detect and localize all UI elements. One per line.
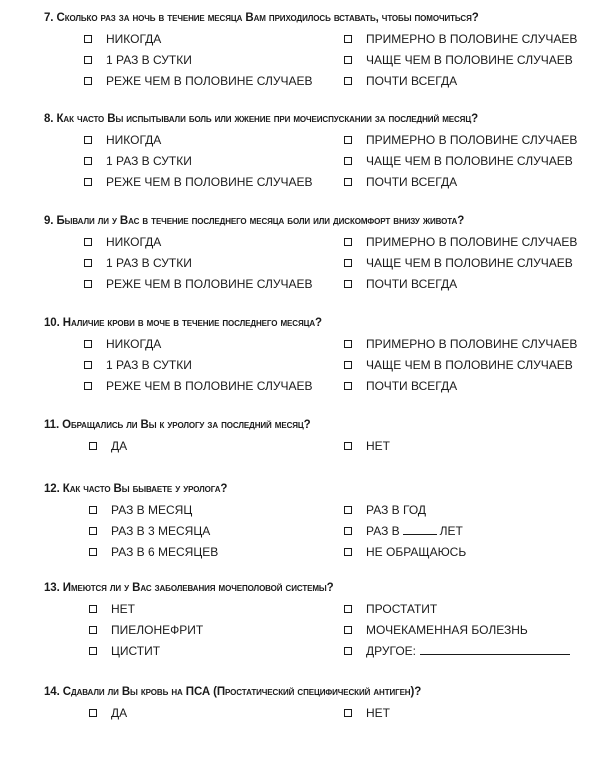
- answer-option[interactable]: [344, 439, 390, 454]
- checkbox-icon[interactable]: [344, 361, 352, 369]
- answer-option[interactable]: [344, 175, 457, 190]
- checkbox-icon[interactable]: [344, 605, 352, 613]
- checkbox-icon[interactable]: [344, 136, 352, 144]
- answer-label: НИКОГДА: [106, 133, 162, 147]
- checkbox-icon[interactable]: [84, 56, 92, 64]
- checkbox-icon[interactable]: [344, 626, 352, 634]
- answer-option[interactable]: [84, 175, 313, 190]
- checkbox-icon[interactable]: [344, 709, 352, 717]
- checkbox-icon[interactable]: [84, 157, 92, 165]
- checkbox-icon[interactable]: [89, 626, 97, 634]
- question-block: [44, 315, 580, 331]
- answer-option[interactable]: [84, 379, 313, 394]
- checkbox-icon[interactable]: [84, 340, 92, 348]
- checkbox-icon[interactable]: [89, 506, 97, 514]
- answer-label: НИКОГДА: [106, 337, 162, 351]
- answer-label: МОЧЕКАМЕННАЯ БОЛЕЗНЬ: [366, 623, 528, 637]
- answer-label: ПРИМЕРНО В ПОЛОВИНЕ СЛУЧАЕВ: [366, 32, 578, 46]
- answer-option[interactable]: [344, 133, 577, 148]
- answer-label: ПРИМЕРНО В ПОЛОВИНЕ СЛУЧАЕВ: [366, 337, 578, 351]
- question-title: 13. Имеются ли у Вас заболевания мочеполовой системы?: [44, 582, 334, 594]
- answer-option[interactable]: [89, 545, 218, 560]
- answer-label: НЕТ: [366, 439, 390, 453]
- answer-label: РАЗ В 3 МЕСЯЦА: [111, 524, 211, 538]
- answer-label: ЧАЩЕ ЧЕМ В ПОЛОВИНЕ СЛУЧАЕВ: [366, 154, 573, 168]
- checkbox-icon[interactable]: [89, 709, 97, 717]
- answer-label: ПОЧТИ ВСЕГДА: [366, 277, 458, 291]
- checkbox-icon[interactable]: [344, 178, 352, 186]
- question-title: 11. Обращались ли Вы к урологу за последний месяц?: [44, 419, 311, 431]
- answer-option[interactable]: [344, 524, 463, 539]
- checkbox-icon[interactable]: [84, 238, 92, 246]
- answer-option[interactable]: [89, 706, 127, 721]
- checkbox-icon[interactable]: [84, 136, 92, 144]
- answer-option[interactable]: [89, 602, 135, 617]
- answer-option[interactable]: [344, 32, 577, 47]
- question-block: [44, 10, 580, 26]
- answer-label: НИКОГДА: [106, 32, 162, 46]
- answer-option[interactable]: [344, 256, 573, 271]
- answer-label: РЕЖЕ ЧЕМ В ПОЛОВИНЕ СЛУЧАЕВ: [106, 74, 313, 88]
- answer-option[interactable]: [89, 524, 210, 539]
- question-title: 10. Наличие крови в моче в течение последнего месяца?: [44, 317, 322, 329]
- answer-option[interactable]: [84, 154, 192, 169]
- checkbox-icon[interactable]: [344, 647, 352, 655]
- answer-option[interactable]: [84, 358, 192, 373]
- checkbox-icon[interactable]: [344, 77, 352, 85]
- answer-label: ПОЧТИ ВСЕГДА: [366, 74, 458, 88]
- question-block: [44, 684, 580, 700]
- answer-label: ДРУГОЕ:: [366, 644, 416, 658]
- checkbox-icon[interactable]: [84, 178, 92, 186]
- answer-option[interactable]: [84, 256, 192, 271]
- answer-label: РАЗ В МЕСЯЦ: [111, 503, 193, 517]
- answer-label: ЦИСТИТ: [111, 644, 161, 658]
- answer-label: ЧАЩЕ ЧЕМ В ПОЛОВИНЕ СЛУЧАЕВ: [366, 256, 573, 270]
- checkbox-icon[interactable]: [84, 382, 92, 390]
- answer-option[interactable]: [344, 154, 573, 169]
- answer-label: ПОЧТИ ВСЕГДА: [366, 379, 458, 393]
- answer-option[interactable]: [84, 337, 161, 352]
- answer-label: НИКОГДА: [106, 235, 162, 249]
- answer-label: РАЗ В 6 МЕСЯЦЕВ: [111, 545, 219, 559]
- answer-option[interactable]: [344, 545, 466, 560]
- answer-label: РАЗ В: [366, 524, 400, 538]
- answer-option[interactable]: [84, 74, 313, 89]
- answer-label: РЕЖЕ ЧЕМ В ПОЛОВИНЕ СЛУЧАЕВ: [106, 277, 313, 291]
- answer-label: 1 РАЗ В СУТКИ: [106, 358, 192, 372]
- years-suffix-label: ЛЕТ: [439, 524, 463, 538]
- answer-option[interactable]: [84, 53, 192, 68]
- answer-option[interactable]: [344, 277, 457, 292]
- checkbox-icon[interactable]: [84, 35, 92, 43]
- checkbox-icon[interactable]: [344, 35, 352, 43]
- checkbox-icon[interactable]: [344, 259, 352, 267]
- answer-option[interactable]: [344, 644, 570, 659]
- answer-option[interactable]: [84, 235, 161, 250]
- answer-option[interactable]: [84, 133, 161, 148]
- checkbox-icon[interactable]: [344, 280, 352, 288]
- checkbox-icon[interactable]: [344, 56, 352, 64]
- answer-option[interactable]: [344, 503, 426, 518]
- answer-label: ЧАЩЕ ЧЕМ В ПОЛОВИНЕ СЛУЧАЕВ: [366, 358, 573, 372]
- question-title: 7. Сколько раз за ночь в течение месяца Вам приходилось вставать, чтобы помочиться?: [44, 12, 479, 24]
- answer-option[interactable]: [344, 74, 457, 89]
- checkbox-icon[interactable]: [344, 340, 352, 348]
- question-block: [44, 111, 580, 127]
- question-title: 8. Как часто Вы испытывали боль или жжение при мочеиспускании за последний месяц?: [44, 113, 479, 125]
- checkbox-icon[interactable]: [89, 647, 97, 655]
- answer-option[interactable]: [344, 358, 573, 373]
- checkbox-icon[interactable]: [84, 280, 92, 288]
- answer-option[interactable]: [89, 644, 160, 659]
- checkbox-icon[interactable]: [84, 361, 92, 369]
- answer-option[interactable]: [344, 379, 457, 394]
- answer-option[interactable]: [344, 235, 577, 250]
- checkbox-icon[interactable]: [344, 527, 352, 535]
- answer-label: 1 РАЗ В СУТКИ: [106, 53, 192, 67]
- answer-option[interactable]: [84, 277, 313, 292]
- checkbox-icon[interactable]: [89, 605, 97, 613]
- answer-label: НЕТ: [111, 602, 135, 616]
- answer-label: ДА: [111, 706, 128, 720]
- answer-label: РЕЖЕ ЧЕМ В ПОЛОВИНЕ СЛУЧАЕВ: [106, 175, 313, 189]
- checkbox-icon[interactable]: [84, 259, 92, 267]
- answer-option[interactable]: [89, 503, 192, 518]
- answer-label: ПРОСТАТИТ: [366, 602, 438, 616]
- checkbox-icon[interactable]: [84, 77, 92, 85]
- answer-label: ПРИМЕРНО В ПОЛОВИНЕ СЛУЧАЕВ: [366, 235, 578, 249]
- answer-label: ДА: [111, 439, 128, 453]
- question-title: 9. Бывали ли у Вас в течение последнего месяца боли или дискомфорт внизу живота?: [44, 215, 465, 227]
- checkbox-icon[interactable]: [344, 238, 352, 246]
- other-disease-blank-field[interactable]: [420, 654, 570, 655]
- question-block: [44, 580, 580, 596]
- answer-option[interactable]: [344, 337, 577, 352]
- answer-label: НЕТ: [366, 706, 390, 720]
- answer-label: ПИЕЛОНЕФРИТ: [111, 623, 204, 637]
- answer-option[interactable]: [344, 602, 437, 617]
- question-block: [44, 481, 580, 497]
- answer-label: ПРИМЕРНО В ПОЛОВИНЕ СЛУЧАЕВ: [366, 133, 578, 147]
- answer-label: РАЗ В ГОД: [366, 503, 427, 517]
- checkbox-icon[interactable]: [344, 157, 352, 165]
- answer-option[interactable]: [344, 623, 528, 638]
- answer-label: 1 РАЗ В СУТКИ: [106, 256, 192, 270]
- answer-label: ПОЧТИ ВСЕГДА: [366, 175, 458, 189]
- answer-option[interactable]: [344, 53, 573, 68]
- checkbox-icon[interactable]: [89, 527, 97, 535]
- answer-label: РЕЖЕ ЧЕМ В ПОЛОВИНЕ СЛУЧАЕВ: [106, 379, 313, 393]
- checkbox-icon[interactable]: [344, 548, 352, 556]
- answer-option[interactable]: [89, 623, 203, 638]
- checkbox-icon[interactable]: [89, 548, 97, 556]
- checkbox-icon[interactable]: [344, 506, 352, 514]
- checkbox-icon[interactable]: [344, 382, 352, 390]
- answer-option[interactable]: [89, 439, 127, 454]
- question-block: [44, 417, 580, 433]
- answer-label: 1 РАЗ В СУТКИ: [106, 154, 192, 168]
- checkbox-icon[interactable]: [89, 442, 97, 450]
- answer-label: НЕ ОБРАЩАЮСЬ: [366, 545, 467, 559]
- answer-label: ЧАЩЕ ЧЕМ В ПОЛОВИНЕ СЛУЧАЕВ: [366, 53, 573, 67]
- checkbox-icon[interactable]: [344, 442, 352, 450]
- years-blank-field[interactable]: [403, 534, 437, 535]
- question-block: [44, 213, 580, 229]
- question-title: 12. Как часто Вы бываете у уролога?: [44, 483, 228, 495]
- answer-option[interactable]: [344, 706, 390, 721]
- question-title: 14. Сдавали ли Вы кровь на ПСА (Простатический специфический антиген)?: [44, 686, 422, 698]
- answer-option[interactable]: [84, 32, 161, 47]
